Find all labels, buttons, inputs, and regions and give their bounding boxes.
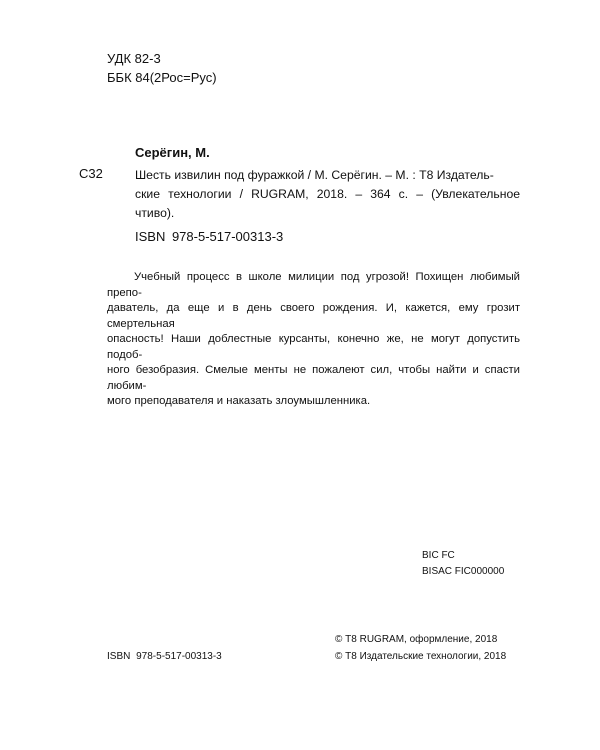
annotation-line: мого преподавателя и наказать злоумышленника. [107, 395, 371, 407]
annotation-line: Учебный процесс в школе милиции под угрозой! Похищен любимый препо- [107, 271, 520, 299]
isbn-footer: ISBN 978-5-517-00313-3 [107, 651, 222, 662]
author-mark: С32 [79, 166, 103, 181]
description-line: ские технологии / RUGRAM, 2018. – 364 с. – (Увлекательное чтиво). [135, 187, 520, 220]
annotation-line: опасность! Наши доблестные курсанты, конечно же, не могут допустить подоб- [107, 333, 520, 361]
bbk-code: ББК 84(2Рос=Рус) [107, 70, 217, 85]
isbn-record: ISBN 978-5-517-00313-3 [135, 229, 284, 244]
udk-code: УДК 82-3 [107, 51, 161, 66]
copyright-line: © Т8 RUGRAM, оформление, 2018 [335, 634, 498, 645]
author-name: Серёгин, М. [135, 145, 210, 160]
bic-code: BIC FC [422, 550, 455, 561]
bibliographic-description [135, 166, 520, 223]
bisac-code: BISAC FIC000000 [422, 566, 505, 577]
annotation-line: ного безобразия. Смелые менты не пожалеют сил, чтобы найти и спасти любим- [107, 364, 520, 392]
annotation [107, 270, 520, 410]
description-line: Шесть извилин под фуражкой / М. Серёгин. – М. : Т8 Издатель- [135, 168, 494, 182]
annotation-line: даватель, да еще и в день своего рождения. И, кажется, ему грозит смертельная [107, 302, 520, 330]
copyright-line: © Т8 Издательские технологии, 2018 [335, 651, 507, 662]
